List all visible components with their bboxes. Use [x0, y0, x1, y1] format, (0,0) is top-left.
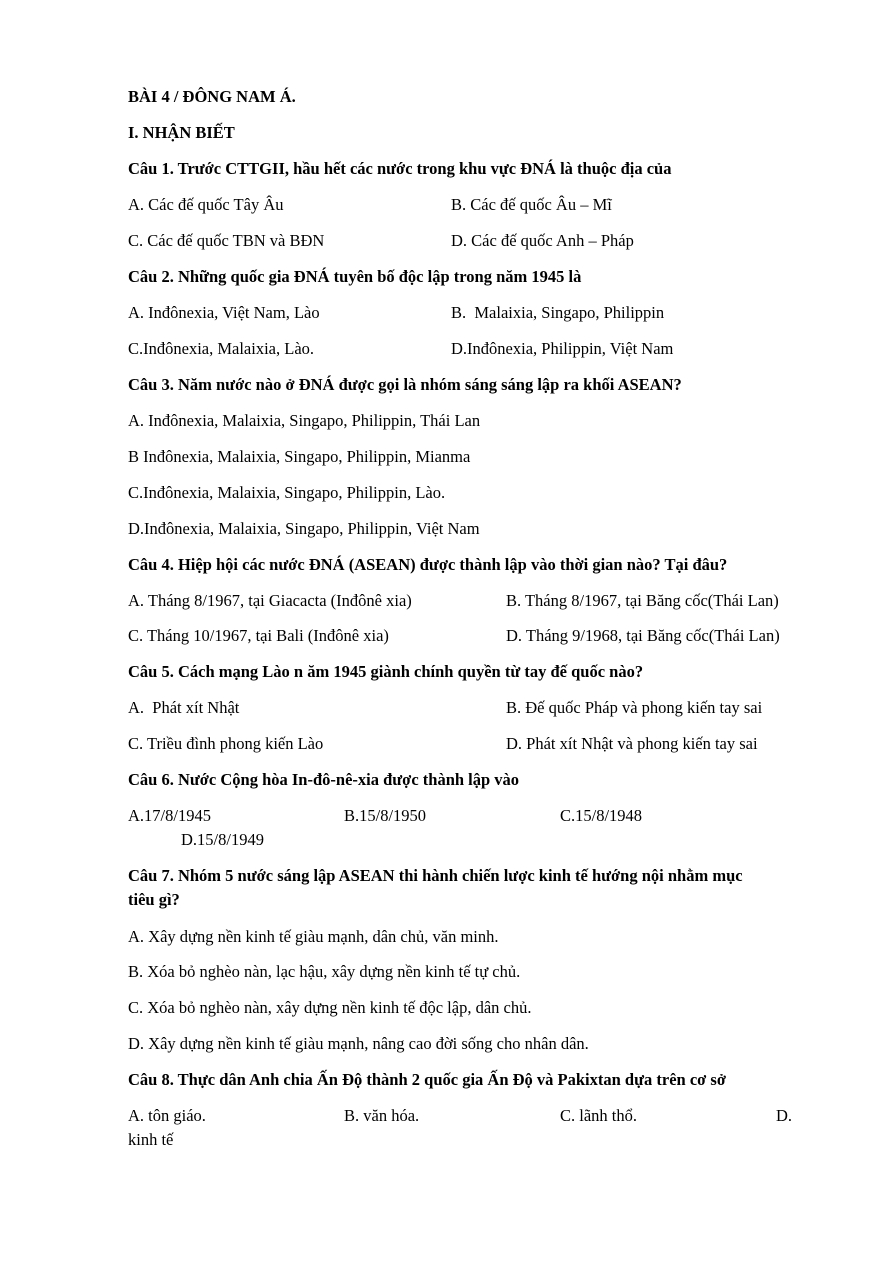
q6-option-c: C.15/8/1948: [560, 806, 643, 825]
question-3: Câu 3. Năm nước nào ở ĐNÁ được gọi là nhóm sáng sáng lập ra khối ASEAN?: [128, 375, 682, 394]
lesson-title: BÀI 4 / ĐÔNG NAM Á.: [128, 87, 296, 106]
q1-option-d: D. Các đế quốc Anh – Pháp: [451, 231, 634, 250]
q6-option-d: D.15/8/1949: [181, 830, 264, 849]
q8-option-d-text: kinh tế: [128, 1130, 174, 1149]
q2-option-b: B. Malaixia, Singapo, Philippin: [451, 303, 665, 322]
question-7-line-2: tiêu gì?: [128, 890, 180, 909]
q1-option-a: A. Các đế quốc Tây Âu: [128, 195, 284, 214]
q1-option-b: B. Các đế quốc Âu – Mĩ: [451, 195, 612, 214]
question-8: Câu 8. Thực dân Anh chia Ấn Độ thành 2 quốc gia Ấn Độ và Pakixtan dựa trên cơ sở: [128, 1070, 726, 1089]
q4-option-d: D. Tháng 9/1968, tại Băng cốc(Thái Lan): [506, 626, 780, 645]
q6-option-a: A.17/8/1945: [128, 806, 211, 825]
q4-option-c: C. Tháng 10/1967, tại Bali (Inđônê xia): [128, 626, 389, 645]
q1-option-c: C. Các đế quốc TBN và BĐN: [128, 231, 325, 250]
q8-option-c: C. lãnh thổ.: [560, 1106, 637, 1125]
q4-option-a: A. Tháng 8/1967, tại Giacacta (Inđônê xia): [128, 591, 412, 610]
q2-option-a: A. Inđônexia, Việt Nam, Lào: [128, 303, 320, 322]
question-5: Câu 5. Cách mạng Lào n ăm 1945 giành chính quyền từ tay đế quốc nào?: [128, 662, 644, 681]
question-4: Câu 4. Hiệp hội các nước ĐNÁ (ASEAN) được thành lập vào thời gian nào? Tại đâu?: [128, 555, 728, 574]
q3-option-c: C.Inđônexia, Malaixia, Singapo, Philippin, Lào.: [128, 483, 446, 502]
q6-option-b: B.15/8/1950: [344, 806, 427, 825]
q4-option-b: B. Tháng 8/1967, tại Băng cốc(Thái Lan): [506, 591, 779, 610]
q8-option-b: B. văn hóa.: [344, 1106, 420, 1125]
q5-option-b: B. Đế quốc Pháp và phong kiến tay sai: [506, 698, 763, 717]
q8-option-a: A. tôn giáo.: [128, 1106, 206, 1125]
q7-option-d: D. Xây dựng nền kinh tế giàu mạnh, nâng cao đời sống cho nhân dân.: [128, 1034, 589, 1053]
q8-option-d-label: D.: [776, 1106, 793, 1125]
q7-option-a: A. Xây dựng nền kinh tế giàu mạnh, dân chủ, văn minh.: [128, 927, 499, 946]
q5-option-d: D. Phát xít Nhật và phong kiến tay sai: [506, 734, 758, 753]
q2-option-d: D.Inđônexia, Philippin, Việt Nam: [451, 339, 674, 358]
q5-option-c: C. Triều đình phong kiến Lào: [128, 734, 324, 753]
q3-option-a: A. Inđônexia, Malaixia, Singapo, Philippin, Thái Lan: [128, 411, 481, 430]
question-6: Câu 6. Nước Cộng hòa In-đô-nê-xia được thành lập vào: [128, 770, 520, 789]
question-7-line-1: Câu 7. Nhóm 5 nước sáng lập ASEAN thi hành chiến lược kinh tế hướng nội nhằm mục: [128, 866, 743, 885]
q3-option-d: D.Inđônexia, Malaixia, Singapo, Philippin, Việt Nam: [128, 519, 480, 538]
q7-option-b: B. Xóa bỏ nghèo nàn, lạc hậu, xây dựng nền kinh tế tự chủ.: [128, 962, 521, 981]
question-2: Câu 2. Những quốc gia ĐNÁ tuyên bố độc lập trong năm 1945 là: [128, 267, 582, 286]
q2-option-c: C.Inđônexia, Malaixia, Lào.: [128, 339, 315, 358]
section-title: I. NHẬN BIẾT: [128, 123, 235, 142]
q7-option-c: C. Xóa bỏ nghèo nàn, xây dựng nền kinh tế độc lập, dân chủ.: [128, 998, 532, 1017]
question-1: Câu 1. Trước CTTGII, hầu hết các nước trong khu vực ĐNÁ là thuộc địa của: [128, 159, 672, 178]
q3-option-b: B Inđônexia, Malaixia, Singapo, Philippin, Mianma: [128, 447, 471, 466]
q5-option-a: A. Phát xít Nhật: [128, 698, 240, 717]
